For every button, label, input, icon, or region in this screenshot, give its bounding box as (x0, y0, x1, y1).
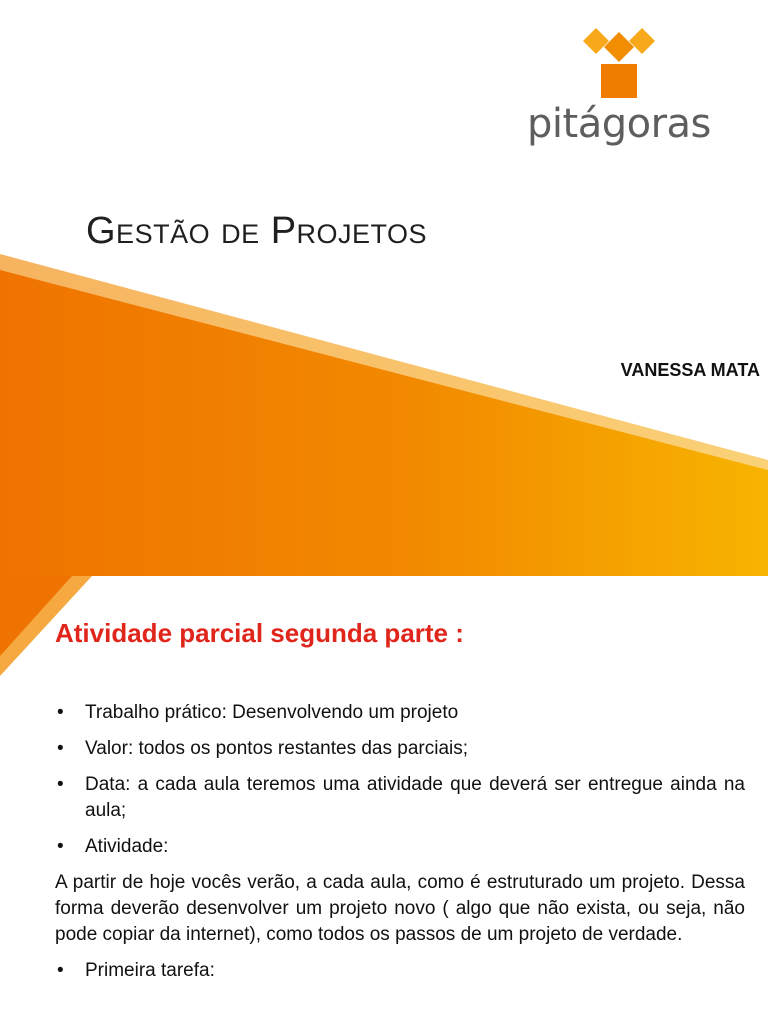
slide-heading: Atividade parcial segunda parte : (55, 618, 464, 648)
list-item-text: Valor: todos os pontos restantes das parciais; (85, 738, 469, 759)
activity-slide (0, 576, 768, 1024)
presentation-title: Gestão de Projetos (86, 210, 428, 252)
list-item (55, 772, 745, 824)
bullet-glyph: • (57, 702, 64, 723)
list-item (55, 958, 745, 984)
bullet-glyph: • (57, 774, 64, 795)
list-item-text: Data: a cada aula teremos uma atividade que deverá ser entregue ainda na aula; (85, 774, 745, 821)
list-item-text: Primeira tarefa: (85, 960, 215, 981)
list-item-text: Trabalho prático: Desenvolvendo um projeto (85, 702, 459, 723)
pitagoras-squares-icon (583, 26, 655, 98)
bullet-glyph: • (57, 738, 64, 759)
logo-wordmark: pitágoras (527, 101, 711, 147)
list-item (55, 834, 745, 860)
author-name: VANESSA MATA (620, 360, 760, 380)
list-item-text: Atividade: (85, 836, 169, 857)
list-item (55, 736, 745, 762)
list-item (55, 700, 745, 726)
bullet-glyph: • (57, 960, 64, 981)
slide-content (55, 700, 745, 994)
pitagoras-logo (527, 26, 717, 156)
body-paragraph: A partir de hoje vocês verão, a cada aula, como é estruturado um projeto. Dessa forma deverão desenvolver um projeto novo ( algo que não exista, ou seja, não pode copiar da internet), como todos os passos de um projeto de verdade. (55, 872, 745, 945)
bullet-glyph: • (57, 836, 64, 857)
